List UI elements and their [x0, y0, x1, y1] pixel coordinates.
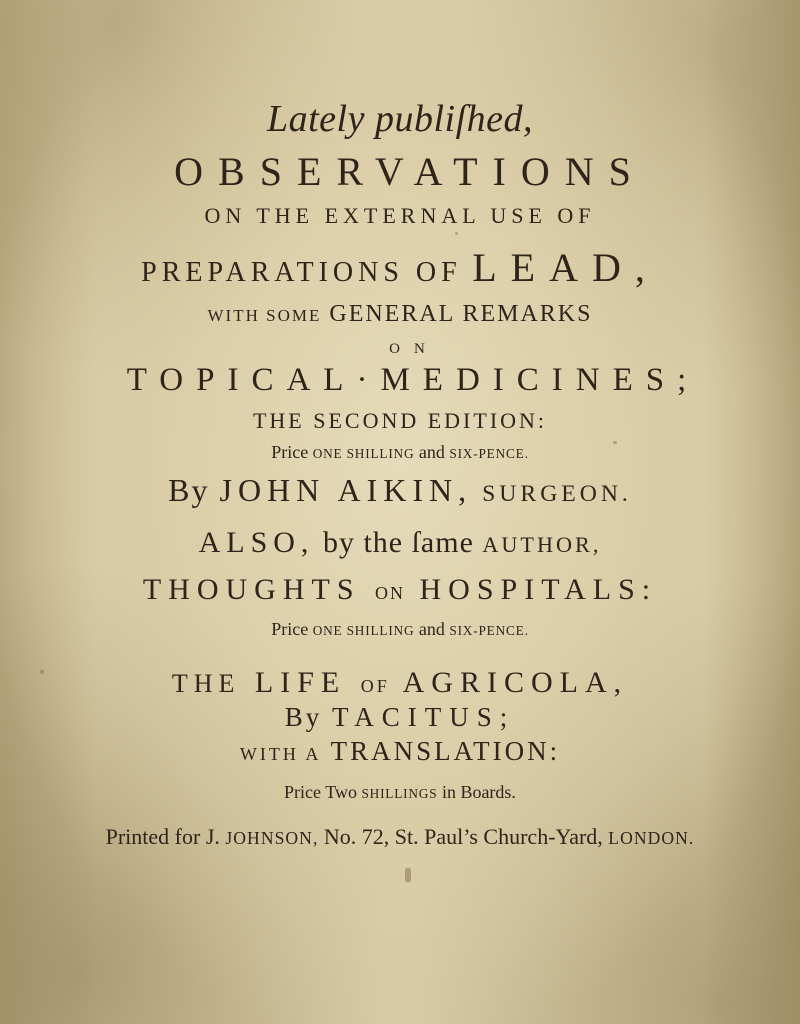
price-amount: ONE SHILLING [312, 446, 415, 461]
price-prefix: Price [271, 619, 309, 639]
by-text: By [284, 702, 323, 732]
price-suffix: in Boards. [441, 782, 516, 802]
price-amount: ONE SHILLING [312, 623, 415, 638]
imprint-line [0, 826, 800, 848]
work1-title-line1 [0, 149, 800, 194]
preparations-of-text: PREPARATIONS OF [141, 257, 462, 288]
price-and: and [418, 619, 445, 639]
lately-published-heading [0, 100, 800, 138]
work1-title-line5 [0, 342, 800, 357]
work1-price [0, 443, 800, 461]
agricola-text: AGRICOLA, [402, 666, 629, 699]
by-text: By [168, 472, 210, 508]
publisher-name: JOHNSON, [225, 828, 319, 848]
printed-for-text: Printed for J. [105, 824, 220, 849]
on-word: ON [375, 583, 406, 603]
life-text: LIFE [254, 666, 347, 699]
also-text: ALSO, [198, 526, 315, 559]
work1-title-line2 [0, 205, 800, 227]
publisher-address: No. 72, St. Paul’s Church-Yard, [323, 824, 603, 849]
with-some-text: WITH SOME [207, 306, 322, 325]
heading-text: Lately publiſhed, [266, 98, 534, 140]
work3-author [0, 704, 800, 731]
work2-title [0, 575, 800, 605]
work1-subtitle: ON THE EXTERNAL USE OF [204, 203, 596, 228]
price-and: and [418, 442, 445, 462]
work3-translation [0, 738, 800, 765]
paper-speck [405, 868, 411, 882]
edition-text: THE SECOND EDITION: [252, 408, 548, 433]
work1-title: OBSERVATIONS [174, 149, 646, 194]
with-a-text: WITH A [239, 744, 322, 764]
work1-title-line3 [0, 245, 800, 290]
work3-title [0, 668, 800, 698]
author-role: SURGEON. [482, 481, 632, 507]
work1-author-line [0, 474, 800, 507]
work2-price [0, 620, 800, 638]
thoughts-text: THOUGHTS [142, 573, 361, 606]
the-word: THE [171, 669, 241, 698]
author-word: AUTHOR, [482, 532, 602, 557]
author-name: JOHN AIKIN, [219, 472, 473, 508]
hospitals-text: HOSPITALS: [419, 573, 658, 606]
topical-medicines-text: TOPICAL·MEDICINES; [126, 362, 700, 398]
work1-edition [0, 410, 800, 432]
price-amount-2: SIX-PENCE. [449, 446, 529, 461]
work1-title-line4 [0, 302, 800, 326]
of-word: OF [360, 676, 390, 696]
price-prefix: Price [271, 442, 309, 462]
tacitus-text: TACITUS; [331, 702, 516, 732]
also-line [0, 528, 800, 558]
lead-text: LEAD, [472, 245, 659, 290]
translation-text: TRANSLATION: [330, 736, 561, 766]
publisher-city: LONDON. [608, 828, 695, 848]
work1-title-line6 [0, 364, 800, 397]
price-amount: SHILLINGS [361, 786, 438, 801]
on-text: ON [389, 341, 439, 357]
general-remarks-text: GENERAL REMARKS [329, 301, 593, 327]
same-author-text: by the ſame [322, 526, 474, 559]
price-amount-2: SIX-PENCE. [449, 623, 529, 638]
work3-price [0, 783, 800, 801]
price-prefix: Price Two [284, 782, 357, 802]
paper-speck [455, 232, 458, 235]
